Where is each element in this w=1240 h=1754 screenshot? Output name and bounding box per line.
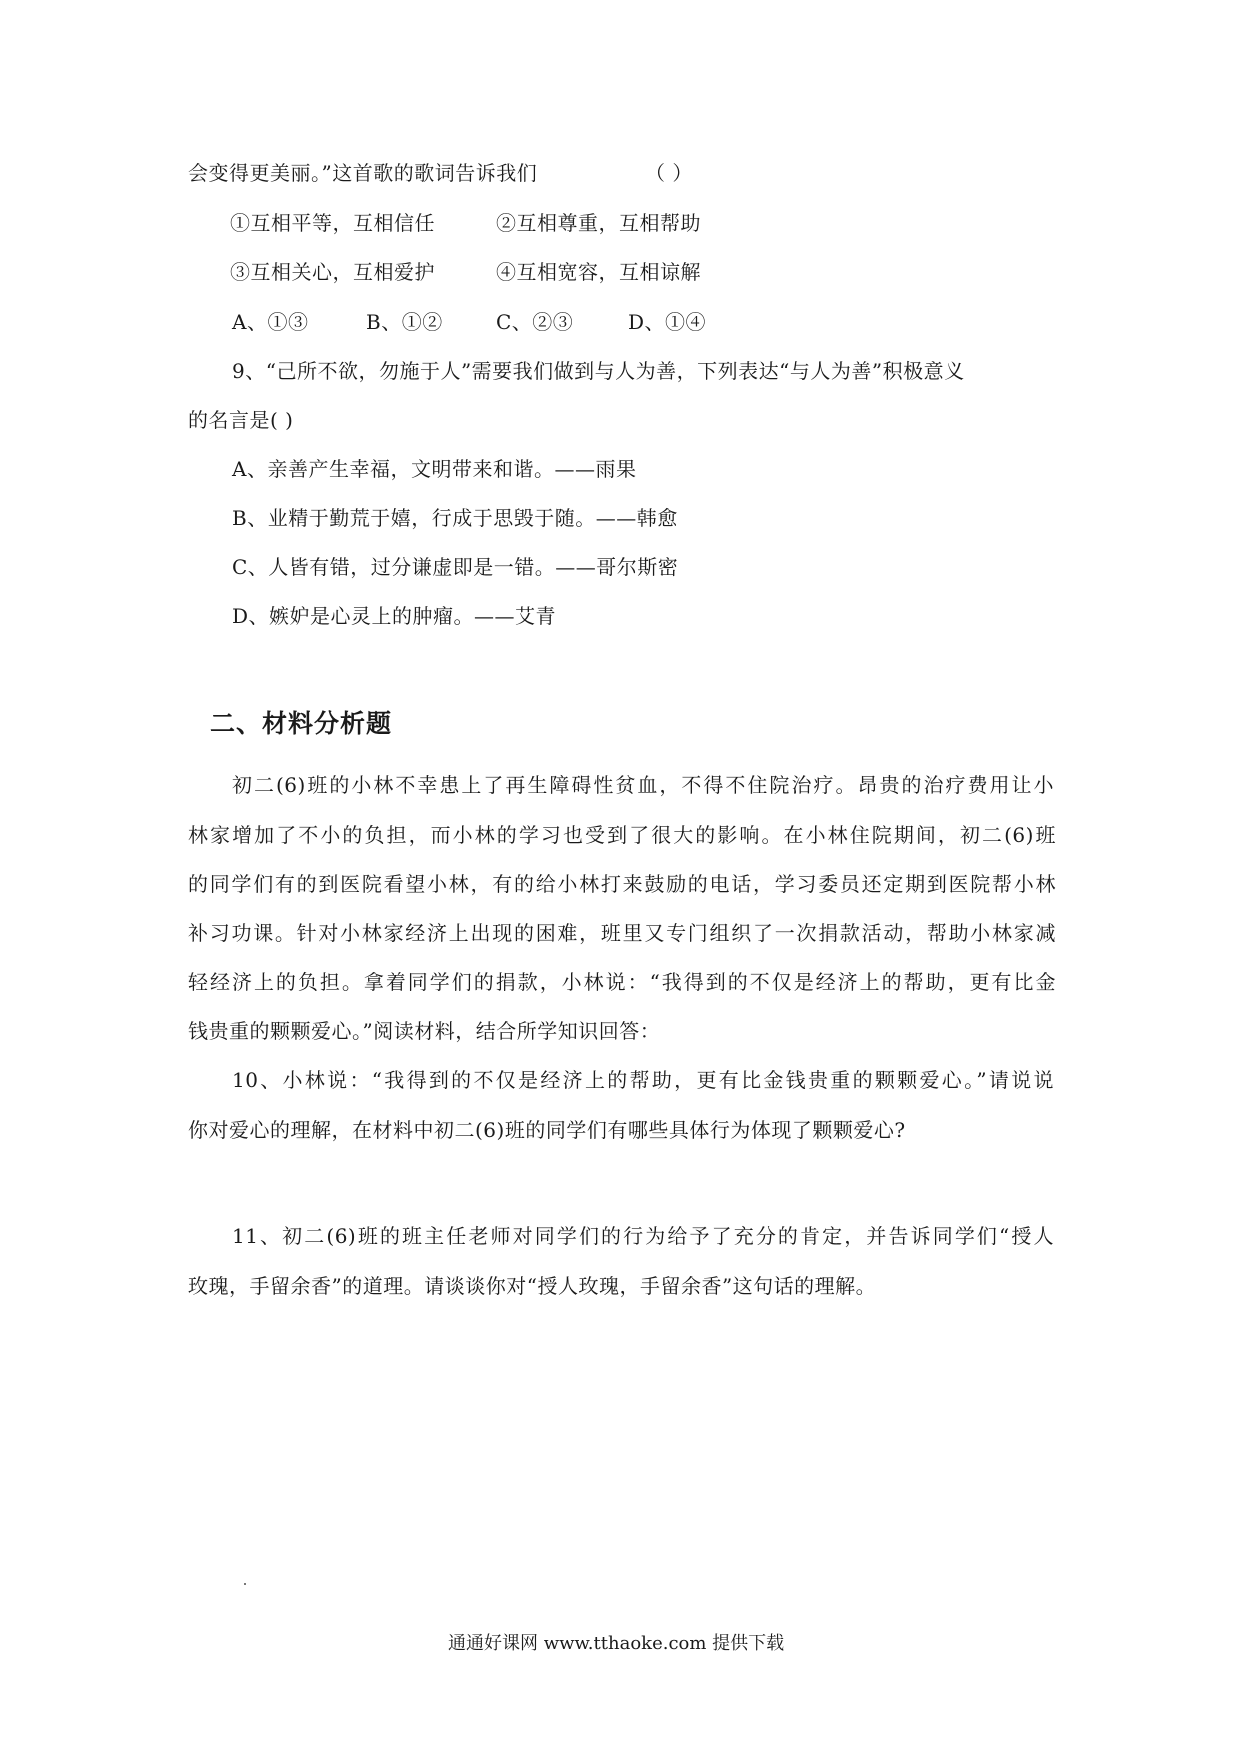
material-line-3: 的同学们有的到医院看望小林，有的给小林打来鼓励的电话，学习委员还定期到医院帮小林 [188, 872, 1056, 896]
q10-line-2: 你对爱心的理解，在材料中初二(6)班的同学们有哪些具体行为体现了颗颗爱心? [188, 1118, 906, 1142]
q9-option-c: C、人皆有错，过分谦虚即是一错。——哥尔斯密 [232, 555, 679, 579]
q8-statement-3: ③互相关心，互相爱护 [230, 260, 435, 284]
q9-stem-line-2: 的名言是( ) [188, 408, 294, 432]
q9-option-a: A、亲善产生幸福，文明带来和谐。——雨果 [232, 457, 637, 481]
material-line-1: 初二(6)班的小林不幸患上了再生障碍性贫血，不得不住院治疗。昂贵的治疗费用让小 [232, 773, 1054, 797]
q9-option-b: B、业精于勤荒于嬉，行成于思毁于随。——韩愈 [232, 506, 678, 530]
material-line-2: 林家增加了不小的负担，而小林的学习也受到了很大的影响。在小林住院期间，初二(6)班 [188, 823, 1056, 847]
q8-choice-a: A、①③ [232, 310, 309, 334]
q11-line-2: 玫瑰，手留余香”的道理。请谈谈你对“授人玫瑰，手留余香”这句话的理解。 [188, 1274, 877, 1298]
q8-choice-c: C、②③ [496, 310, 574, 334]
q8-statement-1: ①互相平等，互相信任 [230, 211, 435, 235]
material-line-4: 补习功课。针对小林家经济上出现的困难，班里又专门组织了一次捐款活动，帮助小林家减 [188, 921, 1056, 945]
q9-stem-line-1: 9、“己所不欲，勿施于人”需要我们做到与人为善，下列表达“与人为善”积极意义 [232, 359, 965, 383]
q8-stem-text: 会变得更美丽。”这首歌的歌词告诉我们 [188, 161, 538, 185]
scan-speck [244, 1583, 246, 1585]
q9-option-d: D、嫉妒是心灵上的肿瘤。——艾青 [232, 604, 557, 628]
section-heading: 二、材料分析题 [210, 709, 393, 738]
material-line-5: 轻经济上的负担。拿着同学们的捐款，小林说：“我得到的不仅是经济上的帮助，更有比金 [188, 970, 1056, 994]
q8-answer-paren: （ ） [645, 161, 693, 185]
q10-line-1: 10、小林说：“我得到的不仅是经济上的帮助，更有比金钱贵重的颗颗爱心。”请说说 [232, 1068, 1054, 1092]
q8-stem-tail [188, 160, 537, 186]
q8-statement-2: ②互相尊重，互相帮助 [496, 211, 701, 235]
footer-source: 通通好课网 www.tthaoke.com 提供下载 [448, 1633, 785, 1654]
material-line-6: 钱贵重的颗颗爱心。”阅读材料，结合所学知识回答： [188, 1019, 661, 1043]
q11-line-1: 11、初二(6)班的班主任老师对同学们的行为给予了充分的肯定，并告诉同学们“授人 [232, 1224, 1054, 1248]
q8-choice-b: B、①② [366, 310, 443, 334]
q8-statement-4: ④互相宽容，互相谅解 [496, 260, 701, 284]
q8-choice-d: D、①④ [628, 310, 707, 334]
